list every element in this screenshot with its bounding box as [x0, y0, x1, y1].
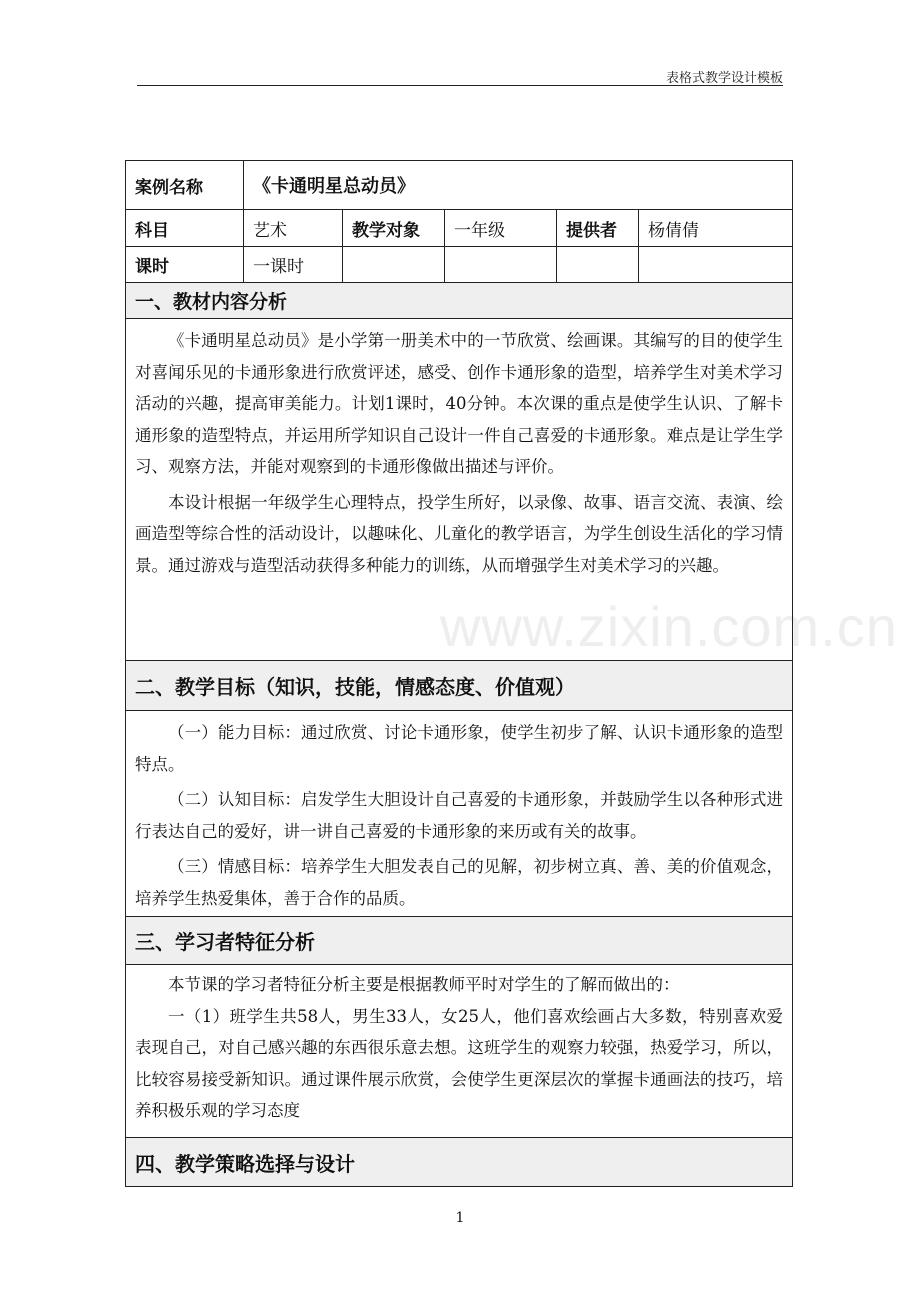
paragraph: 一（1）班学生共58人，男生33人，女25人，他们喜欢绘画占大多数，特别喜欢爱表现自己，对自己感兴趣的东西很乐意去想。这班学生的观察力较强，热爱学习，所以，比较容易接受新知识。通过课件展示欣赏，会使学生更深层次的掌握卡通画法的技巧，培养积极乐观的学习态度: [135, 1006, 783, 1120]
empty-cell: [557, 247, 639, 282]
section-body: [126, 319, 792, 661]
paragraph: 《卡通明星总动员》是小学第一册美术中的一节欣赏、绘画课。其编写的目的使学生对喜闻乐见的卡通形象进行欣赏评述，感受、创作卡通形象的造型，培养学生对美术学习活动的兴趣，提高审美能力。计划1课时，40分钟。本次课的重点是使学生认识、了解卡通形象的造型特点，并运用所学知识自己设计一件自己喜爱的卡通形象。难点是让学生学习、观察方法，并能对观察到的卡通形像做出描述与评价。: [135, 331, 783, 476]
case-name-value: 《卡通明星总动员》: [253, 176, 415, 197]
section-title: 三、学习者特征分析: [126, 917, 792, 965]
period-row: [126, 247, 792, 283]
target-label: 教学对象: [343, 210, 445, 246]
subject-row: [126, 210, 792, 247]
header-title: 表格式教学设计模板: [665, 71, 783, 86]
section-title: 二、教学目标（知识，技能，情感态度、价值观）: [126, 661, 792, 711]
lesson-plan-table: [125, 160, 793, 1187]
empty-cell: [445, 247, 557, 282]
section-title: 四、教学策略选择与设计: [126, 1138, 792, 1186]
paragraph: （二）认知目标：启发学生大胆设计自己喜爱的卡通形象，并鼓励学生以各种形式进行表达自己的爱好，讲一讲自己喜爱的卡通形象的来历或有关的故事。: [135, 790, 783, 841]
watermark: www.zixin.com.cn: [440, 595, 898, 658]
target-value: 一年级: [445, 210, 557, 246]
paragraph: （一）能力目标：通过欣赏、讨论卡通形象，使学生初步了解、认识卡通形象的造型特点。: [135, 723, 783, 774]
provider-value: 杨倩倩: [648, 220, 699, 241]
provider-label: 提供者: [557, 210, 639, 246]
page-number: 1: [455, 1210, 465, 1226]
case-name-label: 案例名称: [126, 161, 244, 209]
case-name-row: [126, 161, 792, 210]
paragraph: 本设计根据一年级学生心理特点，投学生所好，以录像、故事、语言交流、表演、绘画造型等综合性的活动设计，以趣味化、儿童化的教学语言，为学生创设生活化的学习情景。通过游戏与造型活动获得多种能力的训练，从而增强学生对美术学习的兴趣。: [135, 492, 783, 575]
subject-value: 艺术: [244, 210, 343, 246]
paragraph: （三）情感目标：培养学生大胆发表自己的见解，初步树立真、善、美的价值观念，培养学生热爱集体，善于合作的品质。: [135, 857, 783, 908]
empty-cell: [343, 247, 445, 282]
period-label: 课时: [126, 247, 244, 282]
header-divider: [137, 85, 783, 86]
period-value: 一课时: [244, 247, 343, 282]
section-body: [126, 965, 792, 1138]
empty-cell: [639, 247, 792, 282]
section-title: 一、教材内容分析: [126, 283, 792, 319]
subject-label: 科目: [126, 210, 244, 246]
paragraph: 本节课的学习者特征分析主要是根据教师平时对学生的了解而做出的：: [168, 975, 680, 994]
section-body: [126, 711, 792, 917]
